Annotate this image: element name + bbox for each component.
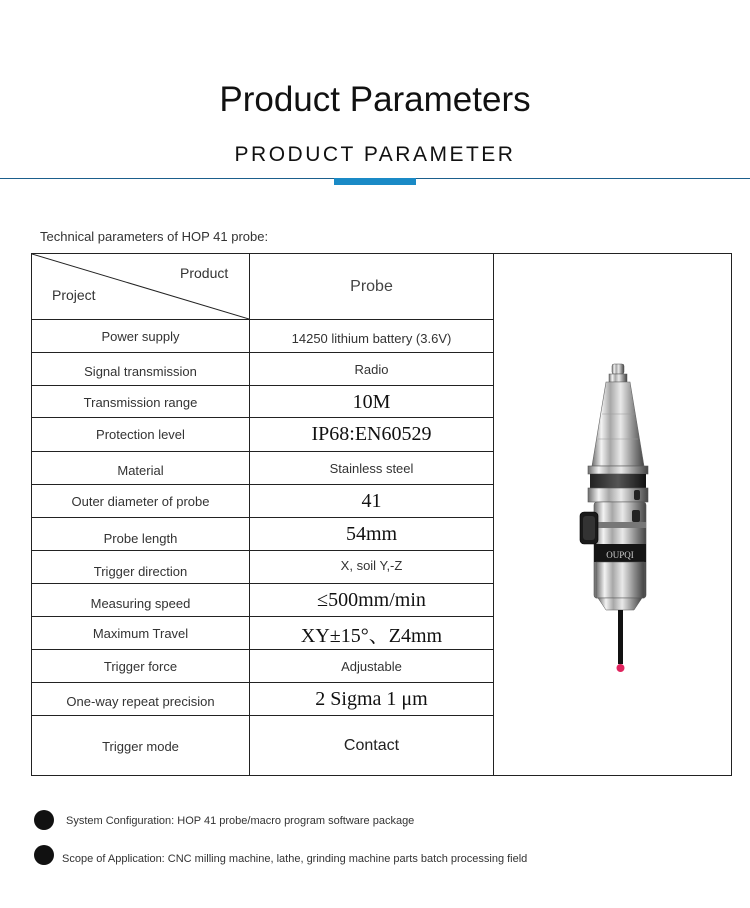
note-system-configuration: System Configuration: HOP 41 probe/macro program software package (66, 815, 415, 827)
probe-illustration (494, 254, 732, 775)
table-row (32, 649, 493, 682)
table-row (32, 484, 493, 518)
body-label: OUPQI (606, 550, 634, 560)
table-row (32, 417, 493, 451)
table-row (32, 583, 493, 616)
table-row (32, 352, 493, 385)
header-product-label: Product (180, 265, 229, 281)
bullet-icon (34, 810, 54, 830)
table-row (32, 517, 493, 551)
pull-stud (612, 364, 624, 374)
stylus (618, 610, 623, 664)
table-row (32, 451, 493, 485)
header-project-label: Project (52, 287, 96, 303)
row-label: Trigger direction (93, 564, 188, 579)
row-value: 10M (352, 390, 391, 413)
bullet-icon (34, 845, 54, 865)
page-title: Product Parameters (219, 80, 531, 119)
row-value: IP68:EN60529 (311, 423, 432, 445)
header-probe-label: Probe (350, 277, 393, 295)
row-value: Contact (343, 737, 400, 754)
row-label: Material (117, 463, 164, 478)
row-label: Measuring speed (90, 595, 191, 611)
spec-table (31, 253, 732, 776)
row-label: Transmission range (83, 394, 198, 410)
row-label: One-way repeat precision (66, 693, 215, 709)
row-label: Trigger force (103, 658, 178, 674)
table-row (32, 319, 493, 352)
row-value: X, soil Y,-Z (340, 558, 403, 573)
row-value: ≤500mm/min (317, 588, 426, 611)
row-value: Radio (354, 361, 389, 377)
table-row (32, 616, 493, 649)
row-label: Outer diameter of probe (71, 494, 210, 509)
column-divider (249, 254, 250, 775)
table-row (32, 385, 493, 418)
header-accent-bar (334, 178, 416, 185)
row-value: 54mm (345, 523, 398, 545)
stylus-tip (617, 664, 625, 672)
row-label: Protection level (96, 427, 185, 442)
table-row (32, 715, 493, 776)
row-label: Maximum Travel (92, 625, 189, 641)
table-row (32, 550, 493, 584)
row-value: Stainless steel (329, 461, 414, 476)
row-label: Power supply (101, 328, 180, 344)
taper-cone (592, 382, 644, 466)
row-label: Probe length (103, 531, 178, 546)
table-row (32, 682, 493, 715)
row-value: Adjustable (341, 658, 402, 674)
row-label: Trigger mode (102, 738, 179, 754)
row-value: 41 (361, 490, 382, 512)
table-header-diagonal (32, 254, 249, 319)
page-subtitle: PRODUCT PARAMETER (234, 143, 516, 166)
row-value: 14250 lithium battery (3.6V) (291, 330, 452, 346)
row-label: Signal transmission (84, 363, 197, 379)
row-value: XY±15°、Z4mm (300, 624, 443, 647)
note-scope-of-application: Scope of Application: CNC milling machine, lathe, grinding machine parts batch processing field (62, 853, 528, 865)
row-value: 2 Sigma 1 μm (315, 687, 428, 710)
table-caption: Technical parameters of HOP 41 probe: (40, 229, 269, 244)
probe-image (494, 254, 732, 775)
